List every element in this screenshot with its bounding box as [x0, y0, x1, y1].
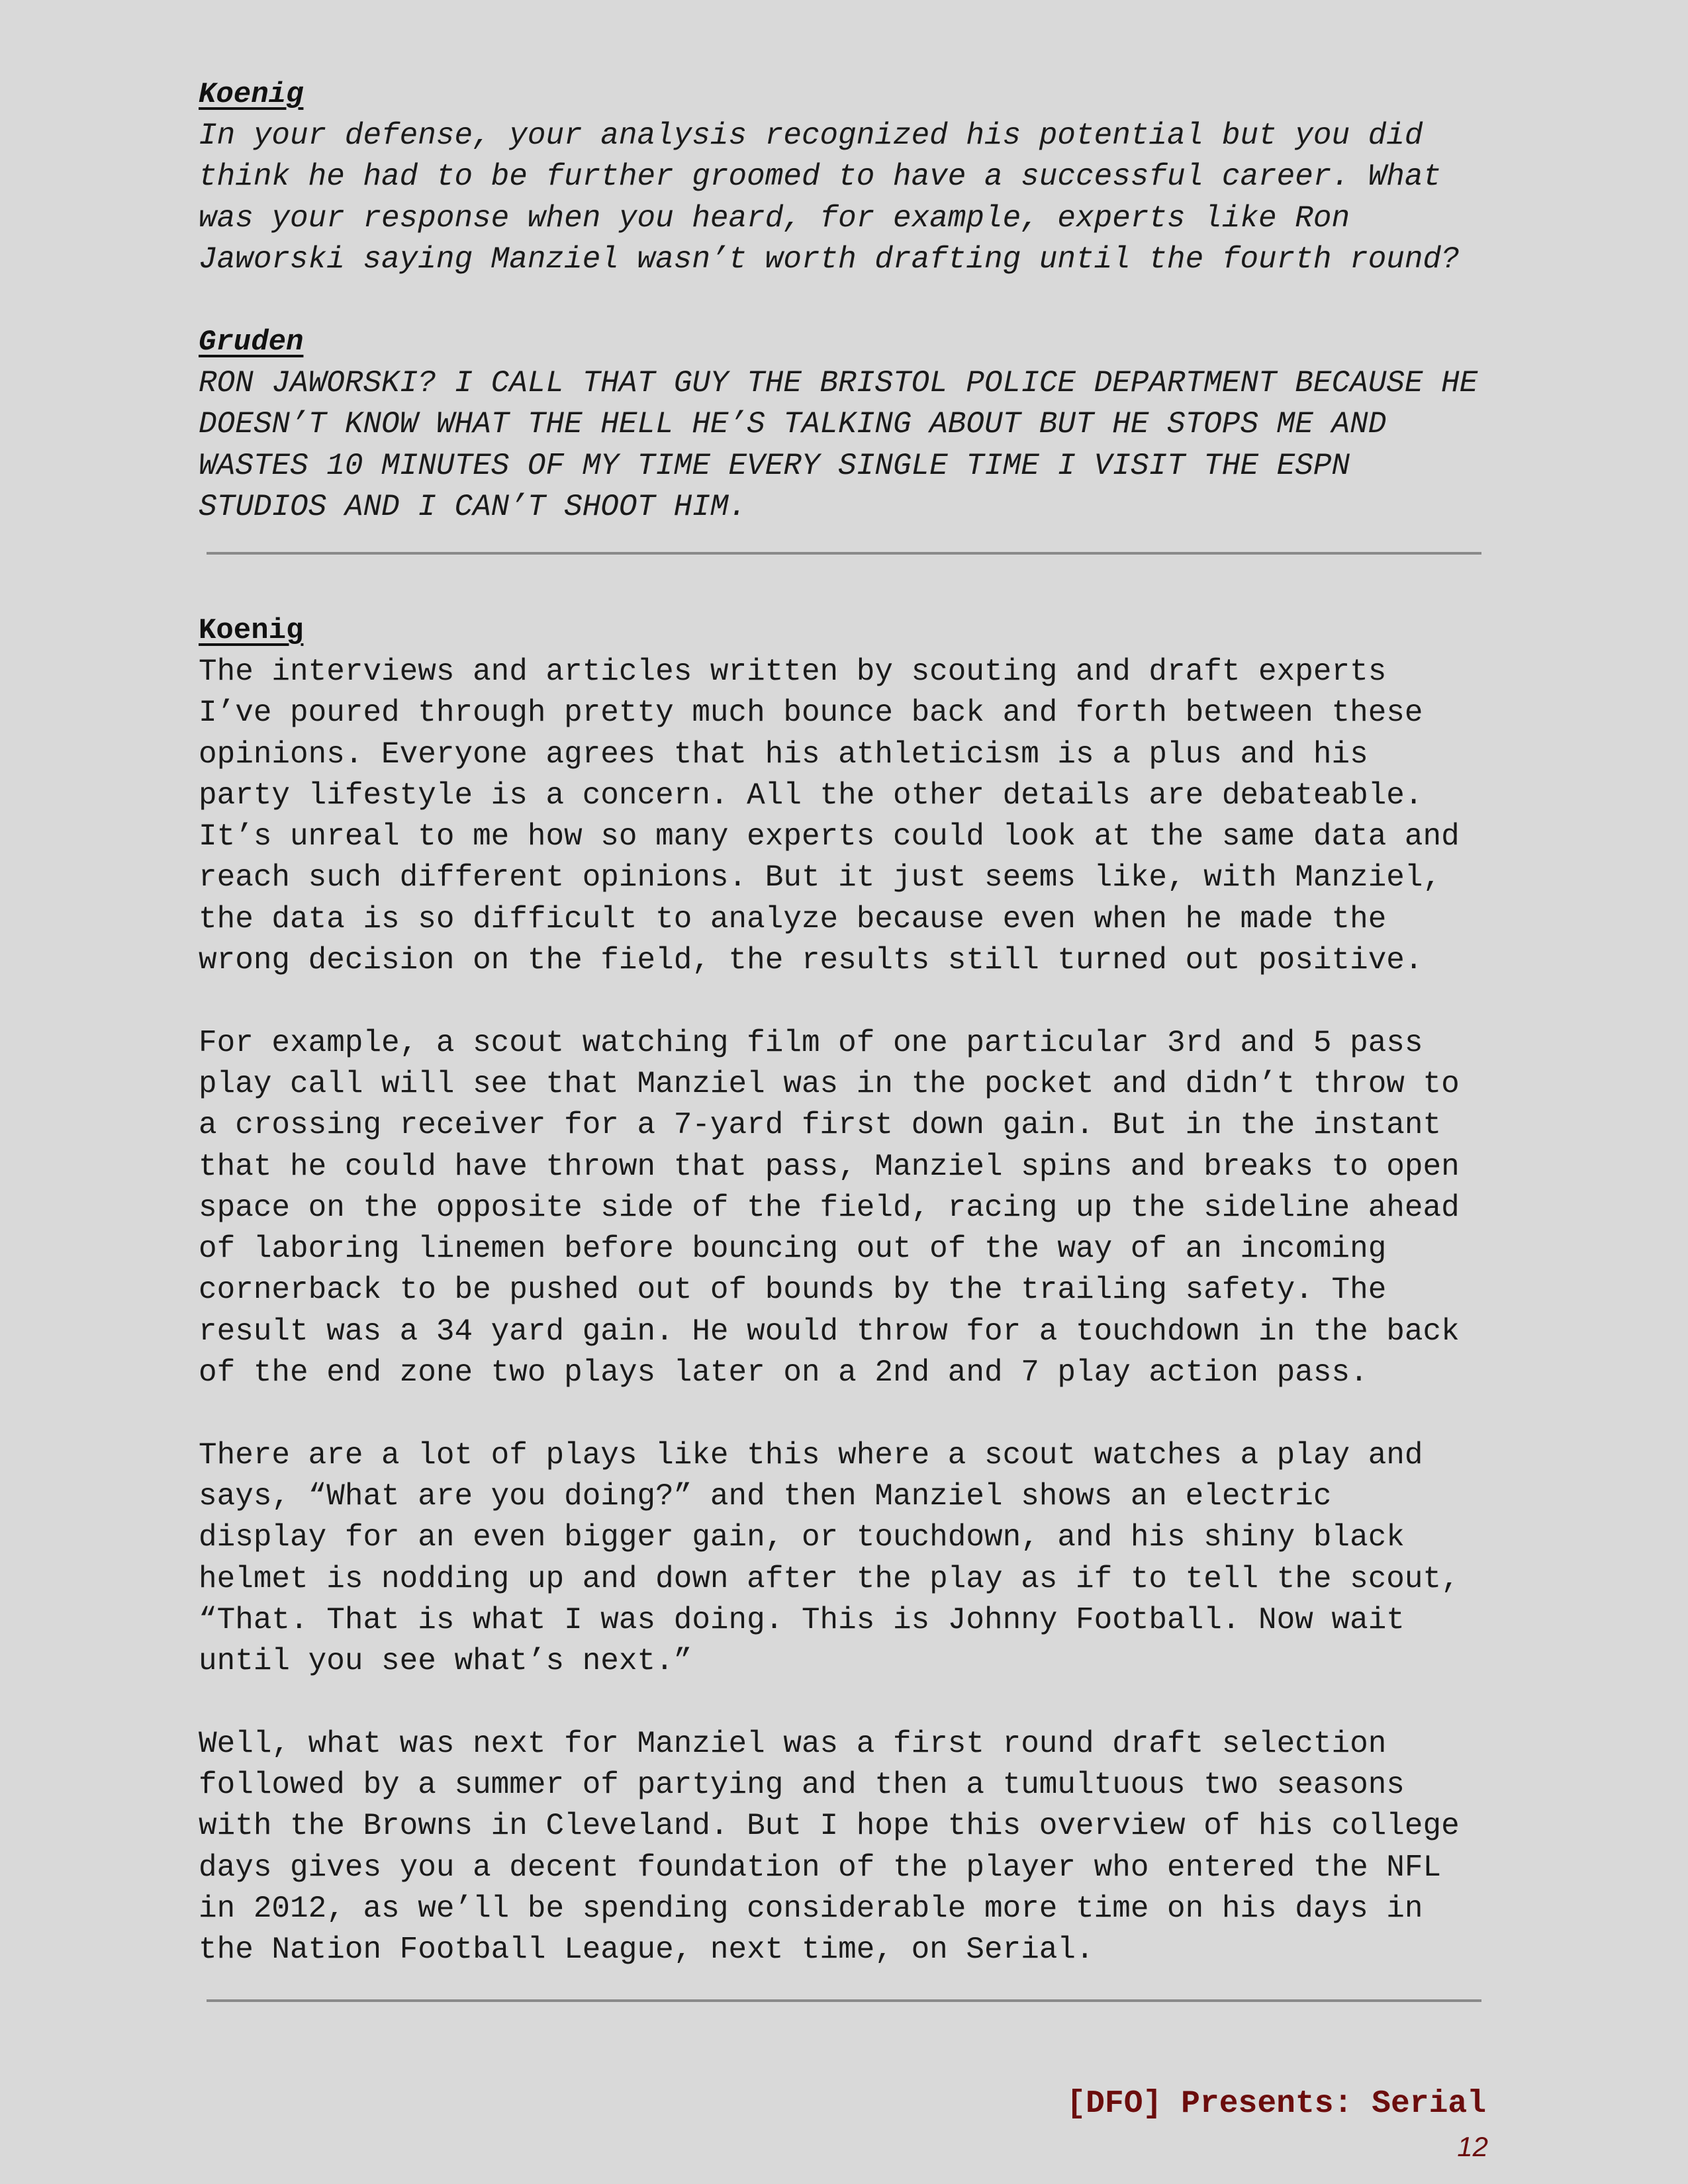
- gruden-answer-block: [199, 322, 1496, 527]
- answer-line: DOESN’T KNOW WHAT THE HELL HE’S TALKING ABOUT BUT HE STOPS ME AND: [199, 407, 1387, 442]
- paragraph-line: I’ve poured through pretty much bounce back and forth between these: [199, 696, 1423, 731]
- paragraph-line: party lifestyle is a concern. All the other details are debateable.: [199, 778, 1423, 813]
- paragraph: [199, 1723, 1496, 1971]
- paragraph-line: result was a 34 yard gain. He would throw for a touchdown in the back: [199, 1314, 1460, 1349]
- paragraph-line: with the Browns in Cleveland. But I hope this overview of his college: [199, 1809, 1460, 1844]
- paragraph-line: There are a lot of plays like this where a scout watches a play and: [199, 1437, 1423, 1473]
- paragraph-line: helmet is nodding up and down after the play as if to tell the scout,: [199, 1561, 1460, 1596]
- paragraph-line: wrong decision on the field, the results still turned out positive.: [199, 943, 1423, 978]
- paragraph-line: space on the opposite side of the field, racing up the sideline ahead: [199, 1190, 1460, 1225]
- paragraph-line: of laboring linemen before bouncing out of the way of an incoming: [199, 1232, 1387, 1267]
- paragraph-line: For example, a scout watching film of one particular 3rd and 5 pass: [199, 1025, 1423, 1060]
- section-divider: [207, 552, 1481, 555]
- question-line: Jaworski saying Manziel wasn’t worth drafting until the fourth round?: [199, 242, 1460, 277]
- paragraph-line: days gives you a decent foundation of the player who entered the NFL: [199, 1850, 1442, 1885]
- paragraph-line: until you see what’s next.”: [199, 1644, 692, 1679]
- speaker-name: Koenig: [199, 78, 304, 111]
- paragraph: [199, 1023, 1496, 1394]
- paragraph-line: the data is so difficult to analyze because even when he made the: [199, 901, 1387, 936]
- paragraph: [199, 651, 1496, 981]
- koenig-narration-block: [199, 610, 1496, 1971]
- paragraph-line: play call will see that Manziel was in the pocket and didn’t throw to: [199, 1066, 1460, 1101]
- footer-title: [DFO] Presents: Serial: [1066, 2086, 1486, 2122]
- speaker-name: Gruden: [199, 326, 304, 359]
- paragraph-line: “That. That is what I was doing. This is Johnny Football. Now wait: [199, 1602, 1405, 1637]
- question-line: think he had to be further groomed to have a successful career. What: [199, 159, 1442, 195]
- page-number: 12: [1457, 2131, 1488, 2162]
- paragraph-line: the Nation Football League, next time, on Serial.: [199, 1933, 1094, 1968]
- paragraph: [199, 1435, 1496, 1682]
- question-line: In your defense, your analysis recognized his potential but you did: [199, 118, 1423, 153]
- paragraph-line: says, “What are you doing?” and then Manziel shows an electric: [199, 1479, 1332, 1514]
- answer-line: WASTES 10 MINUTES OF MY TIME EVERY SINGLE TIME I VISIT THE ESPN: [199, 448, 1350, 483]
- paragraph-line: that he could have thrown that pass, Manziel spins and breaks to open: [199, 1149, 1460, 1184]
- paragraph-line: of the end zone two plays later on a 2nd and 7 play action pass.: [199, 1355, 1368, 1390]
- answer-line: RON JAWORSKI? I CALL THAT GUY THE BRISTOL POLICE DEPARTMENT BECAUSE HE: [199, 366, 1478, 400]
- speaker-name: Koenig: [199, 614, 304, 647]
- paragraph-line: a crossing receiver for a 7-yard first down gain. But in the instant: [199, 1108, 1442, 1143]
- paragraph-line: Well, what was next for Manziel was a first round draft selection: [199, 1726, 1387, 1761]
- paragraph-line: It’s unreal to me how so many experts could look at the same data and: [199, 819, 1460, 854]
- section-divider: [207, 1999, 1481, 2002]
- paragraph-line: cornerback to be pushed out of bounds by the trailing safety. The: [199, 1273, 1387, 1308]
- paragraph-line: display for an even bigger gain, or touchdown, and his shiny black: [199, 1520, 1405, 1555]
- paragraph-line: opinions. Everyone agrees that his athleticism is a plus and his: [199, 737, 1368, 772]
- koenig-question-block: [199, 74, 1496, 280]
- paragraph-line: The interviews and articles written by scouting and draft experts: [199, 655, 1387, 689]
- answer-line: STUDIOS AND I CAN’T SHOOT HIM.: [199, 489, 747, 524]
- paragraph-line: reach such different opinions. But it just seems like, with Manziel,: [199, 860, 1442, 895]
- paragraph-line: followed by a summer of partying and then a tumultuous two seasons: [199, 1768, 1405, 1803]
- paragraph-line: in 2012, as we’ll be spending considerable more time on his days in: [199, 1891, 1423, 1926]
- question-line: was your response when you heard, for example, experts like Ron: [199, 201, 1350, 236]
